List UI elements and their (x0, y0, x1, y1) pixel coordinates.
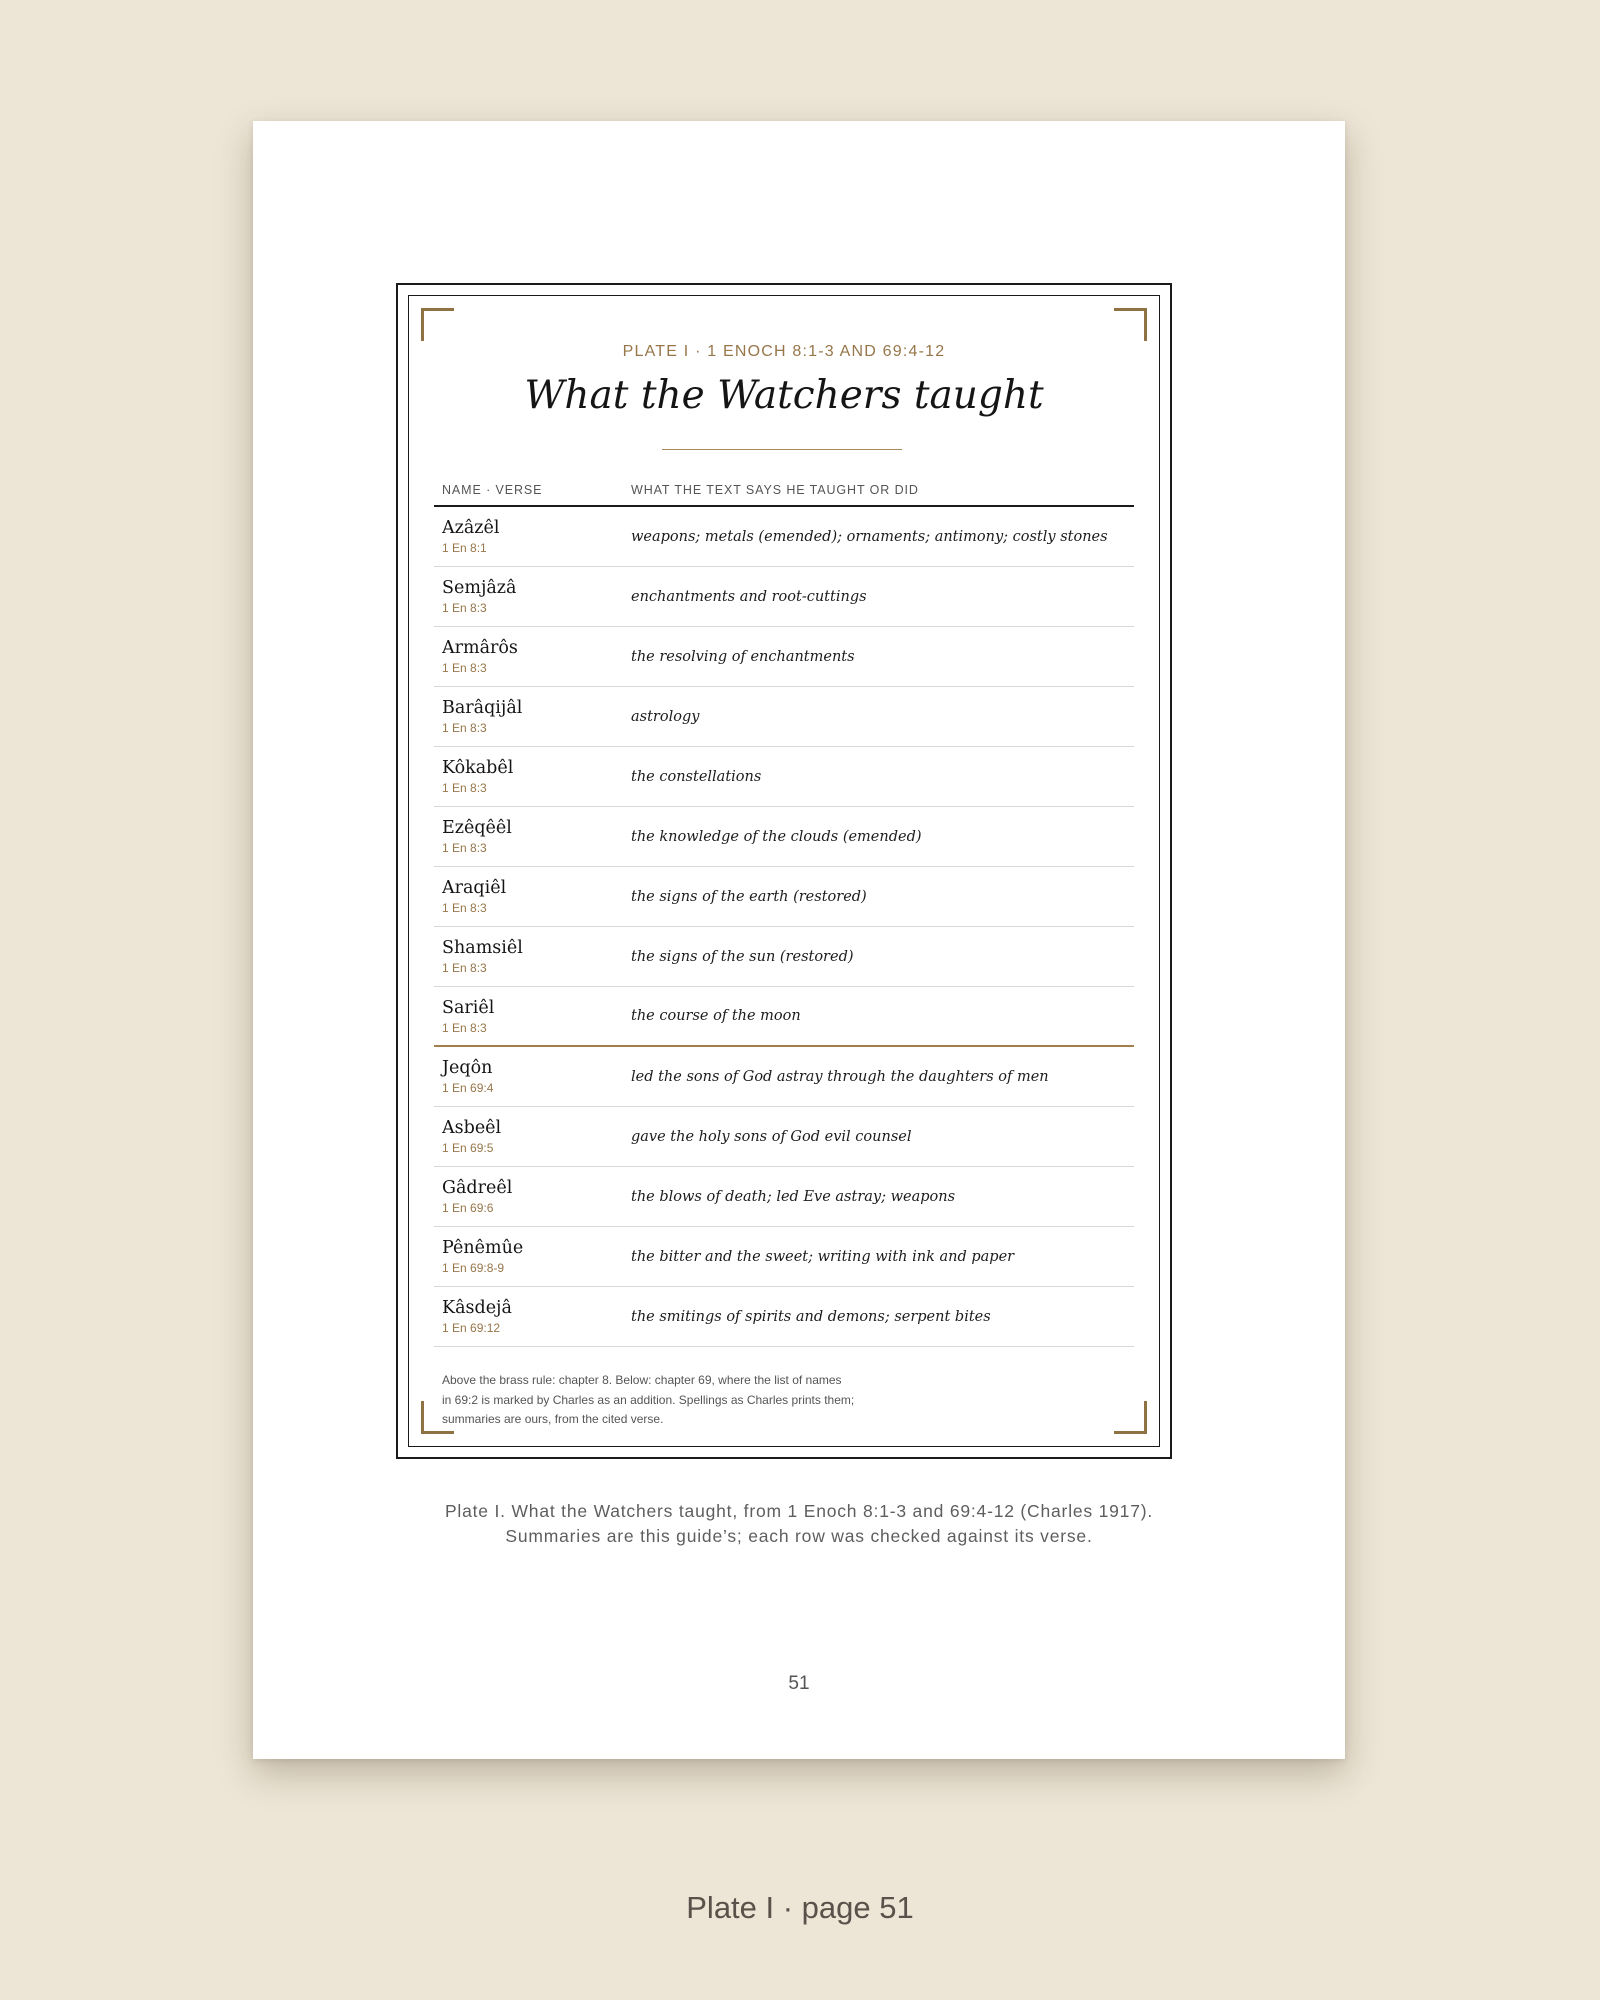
table-row (434, 987, 1134, 1047)
plate-footnote (442, 1371, 922, 1430)
table-row (434, 1047, 1134, 1107)
table-row (434, 567, 1134, 627)
table-row (434, 927, 1134, 987)
name-cell (434, 637, 631, 676)
table-header (434, 475, 1134, 507)
teaching-description: the constellations (631, 768, 762, 785)
name-cell (434, 877, 631, 916)
watcher-name: Azâzêl (442, 518, 500, 538)
name-cell (434, 997, 631, 1036)
name-cell (434, 517, 631, 556)
plate-frame (396, 283, 1172, 1459)
verse-reference: 1 En 69:8-9 (442, 1261, 505, 1275)
teaching-description: the signs of the earth (restored) (631, 888, 867, 905)
table-row (434, 807, 1134, 867)
corner-ornament-top-right (1114, 308, 1147, 341)
teaching-description: the knowledge of the clouds (emended) (631, 828, 922, 845)
verse-reference: 1 En 8:3 (442, 901, 487, 915)
teaching-description: enchantments and root-cuttings (631, 588, 867, 605)
table-row (434, 867, 1134, 927)
name-cell (434, 1057, 631, 1096)
title-rule (662, 449, 902, 450)
name-cell (434, 757, 631, 796)
teaching-description: the course of the moon (631, 1008, 801, 1024)
verse-reference: 1 En 8:3 (442, 841, 487, 855)
name-cell (434, 817, 631, 856)
table-row (434, 687, 1134, 747)
watcher-name: Kâsdejâ (442, 1298, 512, 1318)
verse-reference: 1 En 8:3 (442, 781, 487, 795)
teaching-description: gave the holy sons of God evil counsel (631, 1128, 912, 1145)
table-row (434, 1287, 1134, 1347)
teaching-description: led the sons of God astray through the daughters of men (631, 1068, 1049, 1085)
footnote-line: Above the brass rule: chapter 8. Below: chapter 69, where the list of names (442, 1373, 842, 1387)
name-cell (434, 697, 631, 736)
watcher-name: Armârôs (442, 638, 518, 658)
watcher-name: Araqiêl (442, 878, 507, 898)
plate-title: What the Watchers taught (524, 373, 1044, 418)
watcher-name: Semjâzâ (442, 578, 517, 598)
watcher-name: Asbeêl (442, 1118, 502, 1138)
watcher-name: Sariêl (442, 997, 495, 1018)
teaching-description: the blows of death; led Eve astray; weapons (631, 1188, 956, 1205)
watcher-name: Barâqijâl (442, 698, 523, 718)
verse-reference: 1 En 8:3 (442, 661, 487, 675)
verse-reference: 1 En 69:4 (442, 1081, 494, 1095)
name-cell (434, 937, 631, 976)
verse-reference: 1 En 69:6 (442, 1201, 494, 1215)
watcher-name: Shamsiêl (442, 938, 523, 958)
teaching-description: weapons; metals (emended); ornaments; antimony; costly stones (631, 528, 1108, 545)
table-row (434, 507, 1134, 567)
teaching-description: the signs of the sun (restored) (631, 948, 854, 965)
column-header-desc: WHAT THE TEXT SAYS HE TAUGHT OR DID (631, 483, 919, 497)
name-cell (434, 1177, 631, 1216)
verse-reference: 1 En 8:3 (442, 961, 487, 975)
verse-reference: 1 En 8:3 (442, 721, 487, 735)
name-cell (434, 1117, 631, 1156)
caption-line: Summaries are this guide’s; each row was checked against its verse. (505, 1526, 1093, 1546)
table-row (434, 1107, 1134, 1167)
caption-line: Plate I. What the Watchers taught, from 1 Enoch 8:1-3 and 69:4-12 (Charles 1917). (444, 1501, 1154, 1521)
verse-reference: 1 En 8:3 (442, 601, 487, 615)
book-page (253, 121, 1345, 1759)
teaching-description: astrology (631, 708, 700, 725)
table-row (434, 1227, 1134, 1287)
page-number: 51 (788, 1673, 810, 1694)
viewer-page-label: Plate I · page 51 (686, 1890, 914, 1925)
watcher-name: Gâdreêl (442, 1178, 513, 1198)
plate-kicker: PLATE I · 1 ENOCH 8:1-3 AND 69:4-12 (622, 343, 946, 360)
corner-ornament-bottom-right (1114, 1401, 1147, 1434)
watcher-name: Kôkabêl (442, 758, 514, 778)
corner-ornament-top-left (421, 308, 454, 341)
verse-reference: 1 En 8:3 (442, 1020, 487, 1035)
name-cell (434, 577, 631, 616)
column-header-name: NAME · VERSE (442, 483, 543, 497)
teaching-description: the resolving of enchantments (631, 648, 855, 665)
table-row (434, 627, 1134, 687)
name-cell (434, 1237, 631, 1276)
footnote-line: in 69:2 is marked by Charles as an addition. Spellings as Charles prints them; (442, 1392, 855, 1407)
teaching-description: the smitings of spirits and demons; serpent bites (631, 1308, 991, 1325)
verse-reference: 1 En 69:12 (442, 1321, 501, 1335)
watcher-name: Jeqôn (442, 1058, 493, 1078)
table-body (434, 507, 1134, 1347)
table-row (434, 1167, 1134, 1227)
teaching-description: the bitter and the sweet; writing with ink and paper (631, 1248, 1015, 1265)
verse-reference: 1 En 69:5 (442, 1141, 494, 1155)
footnote-line: summaries are ours, from the cited verse. (442, 1412, 664, 1426)
watcher-name: Ezêqêêl (442, 818, 512, 838)
verse-reference: 1 En 8:1 (442, 541, 487, 555)
watchers-table (434, 475, 1134, 1347)
plate-caption (253, 1499, 1345, 1549)
name-cell (434, 1297, 631, 1336)
table-row (434, 747, 1134, 807)
watcher-name: Pênêmûe (442, 1238, 524, 1258)
